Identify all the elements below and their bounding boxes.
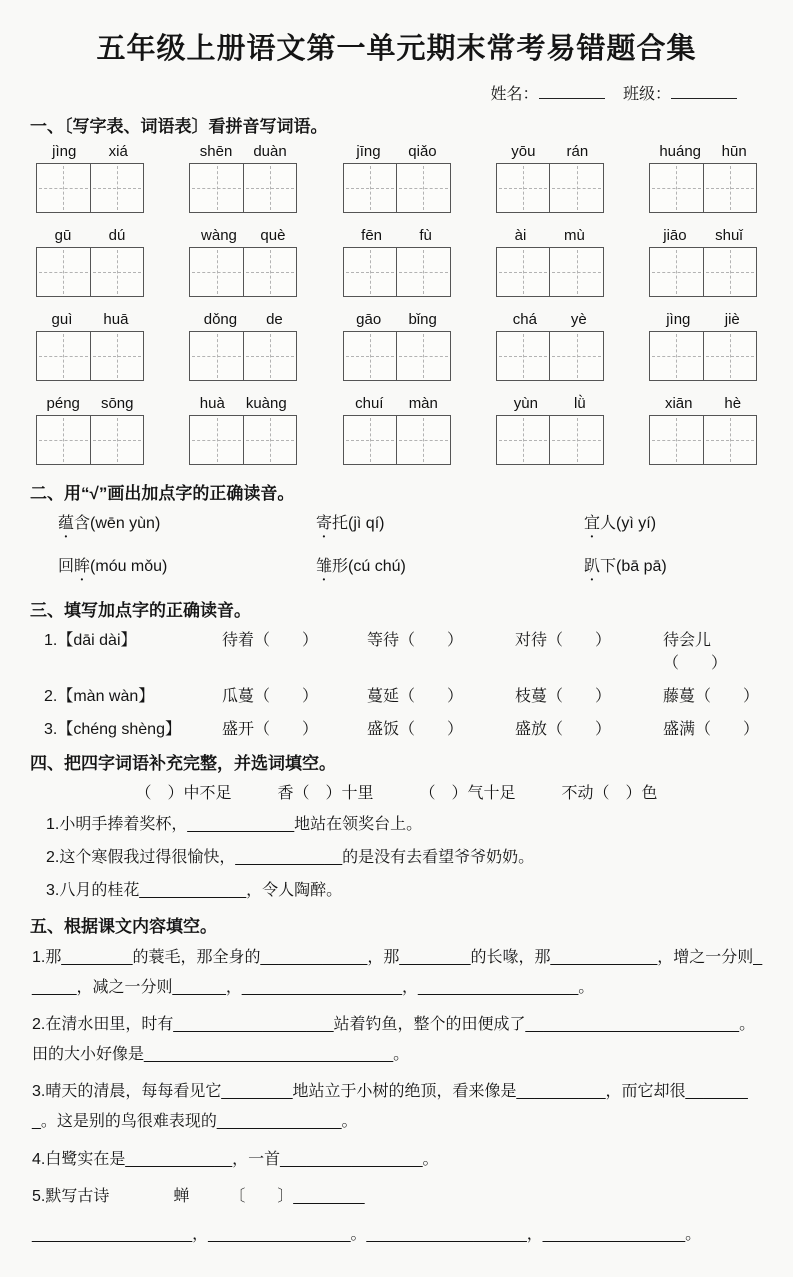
pinyin-syllable: màn <box>408 395 438 412</box>
tianzi-cell <box>90 248 144 296</box>
pinyin-word-block <box>343 227 451 297</box>
dotted-word-item <box>316 510 584 541</box>
tianzi-cell <box>243 332 297 380</box>
pinyin-word-block <box>36 227 144 297</box>
pinyin-text <box>343 227 451 244</box>
pinyin-syllable: rán <box>566 143 589 160</box>
pinyin-options: (wēn yùn) <box>90 515 161 532</box>
text-fill-items <box>30 943 763 1249</box>
tianzi-cell <box>190 416 243 464</box>
writing-box <box>649 415 757 465</box>
word-with-blank: 待会儿（ ） <box>663 632 728 672</box>
tianzi-cell <box>90 332 144 380</box>
pinyin-syllable: shuǐ <box>715 227 743 244</box>
dotted-word-item <box>584 510 763 541</box>
dotted-character: 宜 <box>584 515 601 532</box>
tianzi-cell <box>650 416 703 464</box>
fill-sentence: 2.这个寒假我过得很愉快，____________的是没有去看望爷爷奶奶。 <box>46 849 535 866</box>
dotted-word-item <box>316 553 584 584</box>
pinyin-syllable: yùn <box>513 395 538 412</box>
word-with-blank: 待着（ ） <box>222 632 319 649</box>
writing-box <box>649 331 757 381</box>
pinyin-word-block <box>36 395 144 465</box>
pinyin-options: (móu mǒu) <box>90 558 168 575</box>
pinyin-syllable: yōu <box>511 143 536 160</box>
pinyin-syllable: jìng <box>52 143 77 160</box>
class-label: 班级： <box>622 86 671 103</box>
pinyin-word-block <box>649 395 757 465</box>
word-suffix: 含 <box>74 515 91 532</box>
pinyin-text <box>649 143 757 160</box>
pronunciation-fill-row <box>44 716 763 739</box>
pinyin-syllable: hè <box>724 395 742 412</box>
pinyin-syllable: de <box>266 311 283 328</box>
pinyin-text <box>649 311 757 328</box>
name-blank <box>539 83 605 99</box>
passage-fill-item: 1.那________的蓑毛，那全身的____________，那________的长喙，那____________，增之一分则______，减之一分则______，__________________，__________________。 <box>32 949 763 996</box>
word-with-blank: 盛饭（ ） <box>367 721 464 738</box>
tianzi-cell <box>703 332 757 380</box>
name-label: 姓名： <box>490 86 539 103</box>
pinyin-syllable: huā <box>103 311 129 328</box>
fill-sentence: 1.小明手捧着奖杯，____________地站在领奖台上。 <box>46 816 423 833</box>
pinyin-syllable: lǜ <box>574 395 586 412</box>
word-suffix: 下 <box>600 558 617 575</box>
writing-box <box>649 163 757 213</box>
tianzi-cell <box>703 416 757 464</box>
idiom-blank-item: （ ）中不足 <box>135 785 232 802</box>
pinyin-syllable: jīng <box>356 143 381 160</box>
pinyin-word-block <box>343 143 451 213</box>
pinyin-row <box>36 311 757 381</box>
section2-heading: 二、用“√”画出加点字的正确读音。 <box>30 484 295 503</box>
tianzi-cell <box>650 332 703 380</box>
pinyin-text <box>649 395 757 412</box>
tianzi-cell <box>497 164 550 212</box>
word-with-blank: 蔓延（ ） <box>367 688 464 705</box>
word-with-blank: 枝蔓（ ） <box>515 688 612 705</box>
tianzi-cell <box>344 416 397 464</box>
pinyin-word-block <box>189 227 297 297</box>
writing-box <box>189 415 297 465</box>
dotted-word-item <box>584 553 763 584</box>
pinyin-text <box>36 311 144 328</box>
pinyin-word-block <box>343 395 451 465</box>
tianzi-cell <box>190 248 243 296</box>
tianzi-cell <box>396 248 450 296</box>
pinyin-syllable: chuí <box>355 395 384 412</box>
pinyin-syllable: péng <box>46 395 80 412</box>
tianzi-cell <box>703 164 757 212</box>
pinyin-syllable: què <box>260 227 286 244</box>
word-suffix: 人 <box>600 515 617 532</box>
pinyin-row <box>36 227 757 297</box>
writing-box <box>36 415 144 465</box>
class-blank <box>671 83 737 99</box>
pinyin-word-block <box>496 395 604 465</box>
tianzi-cell <box>396 332 450 380</box>
pinyin-word-block <box>189 311 297 381</box>
word-with-blank: 瓜蔓（ ） <box>222 688 319 705</box>
passage-fill-item: 3.晴天的清晨，每每看见它________地站立于小树的绝顶，看来像是__________，而它却很________。这是别的鸟很难表现的______________。 <box>32 1083 748 1130</box>
pinyin-syllable: kuàng <box>245 395 287 412</box>
word-with-blank: 盛开（ ） <box>222 721 319 738</box>
pronunciation-fill-row <box>44 683 763 706</box>
pinyin-word-block <box>36 143 144 213</box>
pinyin-bracket-label: 1.【dāi dài】 <box>44 632 137 649</box>
pinyin-text <box>343 395 451 412</box>
pinyin-bracket-label: 3.【chéng shèng】 <box>44 721 181 738</box>
pinyin-syllable: dǒng <box>203 311 238 328</box>
pinyin-text <box>343 311 451 328</box>
idiom-blank-item: 香（ ）十里 <box>277 785 374 802</box>
tianzi-cell <box>243 416 297 464</box>
pinyin-text <box>189 143 297 160</box>
pinyin-word-block <box>189 395 297 465</box>
tianzi-cell <box>90 164 144 212</box>
name-class-line <box>30 81 763 104</box>
pinyin-syllable: guì <box>51 311 73 328</box>
dotted-character: 趴 <box>584 558 601 575</box>
word-suffix: 托 <box>332 515 349 532</box>
pinyin-text <box>189 395 297 412</box>
word-with-blank: 对待（ ） <box>515 632 612 649</box>
tianzi-cell <box>549 248 603 296</box>
tianzi-cell <box>497 248 550 296</box>
tianzi-cell <box>549 416 603 464</box>
word-with-blank: 等待（ ） <box>367 632 464 649</box>
pinyin-syllable: xiá <box>108 143 128 160</box>
tianzi-cell <box>190 164 243 212</box>
pinyin-word-block <box>36 311 144 381</box>
writing-box <box>343 415 451 465</box>
word-suffix: 形 <box>332 558 349 575</box>
pinyin-word-block <box>496 143 604 213</box>
tianzi-cell <box>703 248 757 296</box>
writing-box <box>36 331 144 381</box>
dotted-word-item <box>58 553 316 584</box>
dotted-word-item <box>58 510 316 541</box>
writing-box <box>343 247 451 297</box>
passage-fill-item: 2.在清水田里，时有__________________站着钓鱼，整个的田便成了________________________。田的大小好像是____________________________。 <box>32 1016 756 1063</box>
pinyin-syllable: jiè <box>724 311 740 328</box>
section1-heading: 一、〔写字表、词语表〕看拼音写词语。 <box>30 117 328 136</box>
pinyin-syllable: mù <box>564 227 585 244</box>
writing-box <box>649 247 757 297</box>
word-prefix: 回 <box>58 558 75 575</box>
writing-box <box>496 331 604 381</box>
pinyin-syllable: dú <box>108 227 126 244</box>
dotted-character: 眸 <box>74 558 91 575</box>
pinyin-bracket-label: 2.【màn wàn】 <box>44 688 155 705</box>
pinyin-word-block <box>189 143 297 213</box>
tianzi-cell <box>344 164 397 212</box>
pinyin-text <box>496 395 604 412</box>
fill-sentence: 3.八月的桂花____________，令人陶醉。 <box>46 882 343 899</box>
pronunciation-fill-list <box>30 627 763 739</box>
writing-box <box>36 247 144 297</box>
tianzi-cell <box>497 332 550 380</box>
word-with-blank: 盛放（ ） <box>515 721 612 738</box>
pinyin-syllable: gū <box>54 227 72 244</box>
passage-fill-item: 5.默写古诗 蝉 〔 〕________ <box>32 1188 365 1206</box>
section3-heading: 三、填写加点字的正确读音。 <box>30 601 251 620</box>
passage-fill-item: 4.白鹭实在是____________，一首________________。 <box>32 1150 439 1168</box>
pinyin-options: (yì yí) <box>616 515 657 532</box>
pinyin-row <box>36 143 757 213</box>
tianzi-cell <box>37 332 90 380</box>
pinyin-word-block <box>649 227 757 297</box>
pinyin-syllable: sōng <box>100 395 134 412</box>
section5-heading: 五、根据课文内容填空。 <box>30 917 217 936</box>
pinyin-syllable: huáng <box>659 143 702 160</box>
word-with-blank: 藤蔓（ ） <box>663 688 760 705</box>
pinyin-syllable: fēn <box>361 227 383 244</box>
dotted-character: 雏 <box>316 558 333 575</box>
tianzi-cell <box>497 416 550 464</box>
pinyin-syllable: hūn <box>721 143 747 160</box>
tianzi-cell <box>90 416 144 464</box>
pinyin-text <box>496 311 604 328</box>
pinyin-syllable: yè <box>570 311 587 328</box>
pronunciation-choice-row <box>58 553 763 584</box>
pinyin-row <box>36 395 757 465</box>
pinyin-syllable: jìng <box>666 311 691 328</box>
pinyin-word-block <box>496 311 604 381</box>
pinyin-syllable: jiāo <box>663 227 687 244</box>
tianzi-cell <box>549 164 603 212</box>
writing-box <box>36 163 144 213</box>
writing-box <box>496 247 604 297</box>
pinyin-syllable: huà <box>199 395 225 412</box>
tianzi-cell <box>650 248 703 296</box>
tianzi-cell <box>396 416 450 464</box>
tianzi-cell <box>190 332 243 380</box>
pinyin-text <box>649 227 757 244</box>
pinyin-text <box>36 395 144 412</box>
pinyin-syllable: duàn <box>253 143 287 160</box>
pinyin-syllable: chá <box>512 311 537 328</box>
tianzi-cell <box>37 416 90 464</box>
idiom-line <box>30 780 763 803</box>
pinyin-word-block <box>496 227 604 297</box>
pinyin-grid <box>30 143 763 465</box>
tianzi-cell <box>650 164 703 212</box>
dotted-character: 蕴 <box>58 515 75 532</box>
pinyin-text <box>36 143 144 160</box>
dotted-character: 寄 <box>316 515 333 532</box>
pinyin-word-block <box>343 311 451 381</box>
idiom-blank-item: （ ）气十足 <box>419 785 516 802</box>
writing-box <box>343 331 451 381</box>
tianzi-cell <box>344 248 397 296</box>
tianzi-cell <box>37 248 90 296</box>
pinyin-syllable: gāo <box>356 311 382 328</box>
pinyin-syllable: fù <box>419 227 432 244</box>
pronunciation-check-list <box>30 510 763 584</box>
pinyin-text <box>343 143 451 160</box>
writing-box <box>189 247 297 297</box>
writing-box <box>496 163 604 213</box>
writing-box <box>496 415 604 465</box>
word-with-blank: 盛满（ ） <box>663 721 760 738</box>
pronunciation-choice-row <box>58 510 763 541</box>
writing-box <box>189 163 297 213</box>
pinyin-syllable: bǐng <box>408 311 437 328</box>
pronunciation-fill-row <box>44 627 763 673</box>
pinyin-syllable: xiān <box>664 395 693 412</box>
tianzi-cell <box>396 164 450 212</box>
pinyin-options: (jì qí) <box>348 515 385 532</box>
pinyin-word-block <box>649 143 757 213</box>
pinyin-text <box>189 311 297 328</box>
pinyin-options: (bā pā) <box>616 558 667 575</box>
pinyin-text <box>496 143 604 160</box>
pinyin-syllable: wàng <box>201 227 237 244</box>
section4-heading: 四、把四字词语补充完整，并选词填空。 <box>30 754 336 773</box>
pinyin-syllable: qiǎo <box>408 143 437 160</box>
writing-box <box>343 163 451 213</box>
tianzi-cell <box>549 332 603 380</box>
pinyin-syllable: shēn <box>199 143 233 160</box>
pinyin-text <box>36 227 144 244</box>
pinyin-text <box>496 227 604 244</box>
tianzi-cell <box>243 248 297 296</box>
tianzi-cell <box>243 164 297 212</box>
writing-box <box>189 331 297 381</box>
tianzi-cell <box>344 332 397 380</box>
pinyin-syllable: ài <box>514 227 527 244</box>
idiom-blank-item: 不动（ ）色 <box>561 785 658 802</box>
pinyin-word-block <box>649 311 757 381</box>
idiom-sentences <box>30 813 763 903</box>
pinyin-text <box>189 227 297 244</box>
passage-fill-item: __________________，________________。__________________，________________。 <box>32 1225 702 1243</box>
pinyin-options: (cú chú) <box>348 558 406 575</box>
page-title: 五年级上册语文第一单元期末常考易错题合集 <box>96 33 697 65</box>
tianzi-cell <box>37 164 90 212</box>
